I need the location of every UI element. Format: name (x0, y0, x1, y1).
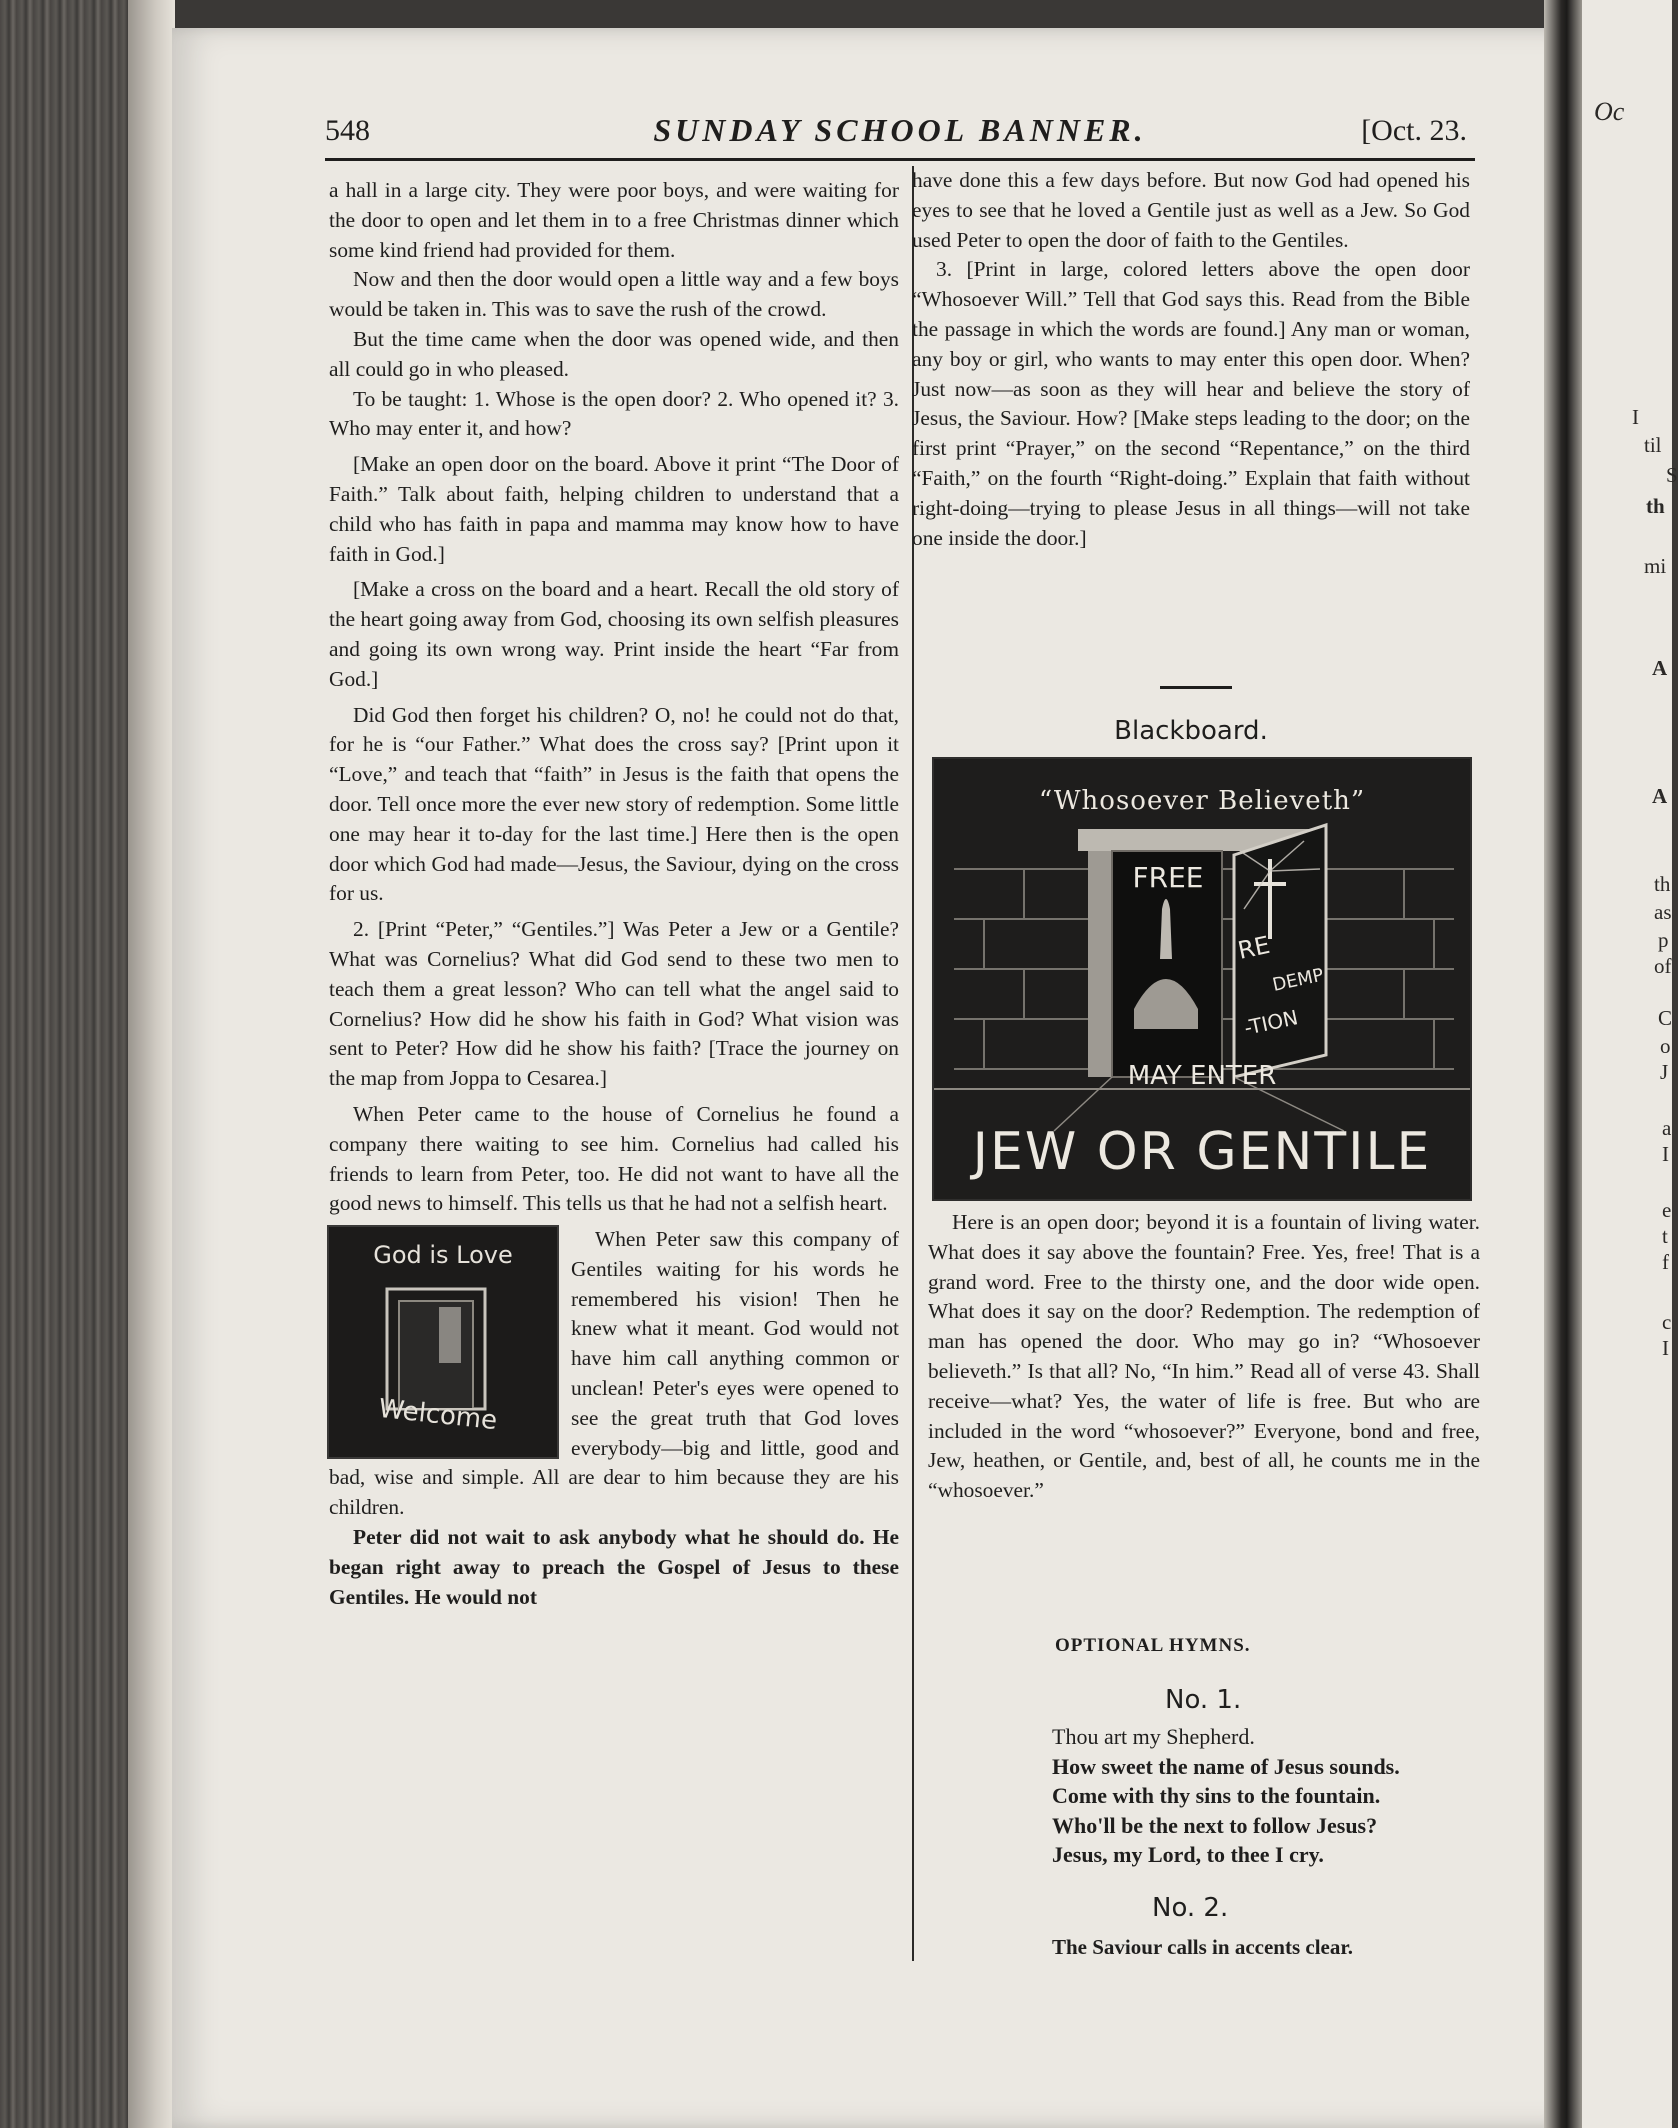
paragraph: 3. [Print in large, colored letters above the open door “Whosoever Will.” Tell that God says this. Read from the Bible the passage in which the words are found.] Any man or woman, any boy or girl, who wants to may enter this open door. When? Just now—as soon as they will hear and believe the story of Jesus, the Saviour. How? [Make steps leading to the door; on the first print “Prayer,” on the second “Repentance,” on the third “Faith,” on the fourth “Right-doing.” Explain that faith without right-doing—trying to please Jesus in all things—will not take one inside the door.] (912, 257, 1470, 550)
book-gutter (1544, 0, 1582, 2128)
hymn-number: No. 2. (1152, 1893, 1229, 1923)
paragraph: Peter did not wait to ask anybody what he should do. He began right away to preach the Gospel of Jesus to these Gentiles. He would not (329, 1525, 899, 1609)
facing-page-fragment-text: of (1654, 954, 1672, 978)
right-column-bottom (928, 1208, 1480, 1506)
blackboard-illustration (932, 757, 1472, 1201)
facing-page-fragment-text: I (1662, 1142, 1669, 1166)
optional-hymns-heading: OPTIONAL HYMNS. (1055, 1635, 1251, 1656)
running-head (325, 112, 1475, 158)
hymn-line: Jesus, my Lord, to thee I cry. (1052, 1842, 1324, 1867)
paragraph: a hall in a large city. They were poor boys, and were waiting for the door to open and let them in to a free Christmas dinner which some kind friend had provided for them. (329, 178, 899, 262)
facing-page-fragment-text: a (1662, 1116, 1672, 1140)
blackboard-free-text: FREE (1132, 861, 1204, 894)
facing-page-fragment-text: f (1662, 1250, 1669, 1274)
facing-page-fragment-text: t (1662, 1224, 1668, 1248)
paragraph: 2. [Print “Peter,” “Gentiles.”] Was Peter a Jew or a Gentile? What was Cornelius? What did God send to these two men to teach them a great lesson? Who can tell what the angel said to Cornelius? How did he show his faith in God? What vision was sent to Peter? How did he show his faith? [Trace the journey on the map from Joppa to Cesarea.] (329, 917, 899, 1091)
blackboard-bottom-text: JEW OR GENTILE (972, 1122, 1432, 1182)
blackboard-door-text-3: -TION (1242, 1005, 1301, 1040)
facing-page-fragment-text: th (1654, 872, 1671, 896)
facing-page-fragment (1582, 0, 1678, 2128)
paragraph: Here is an open door; beyond it is a fountain of living water. What does it say above the fountain? Free. Yes, free! That is a grand word. Free to the thirsty one, and the door wide open. What does it say on the door? Redemption. The redemption of man has opened the door. Who may go in? “Whosoever believeth.” Is that all? No, “In him.” Read all of verse 43. Shall receive—what? Yes, the water of life is free. But who are included in the word “whosoever?” Everyone, bond and free, Jew, heathen, or Gentile, and, best of all, he counts me in the “whosoever.” (928, 1210, 1480, 1503)
door-illustration-svg (329, 1227, 557, 1457)
facing-page-fragment-text: J (1660, 1060, 1669, 1084)
paragraph: When Peter came to the house of Cornelius he found a company there waiting to see him. Cornelius had called his friends to learn from Peter, too. He did not want to have all the good news to himself. This tells us that he had not a selfish heart. (329, 1101, 899, 1216)
paragraph: To be taught: 1. Whose is the open door? 2. Who opened it? 3. Who may enter it, and how? (329, 386, 899, 441)
hymn-list (1052, 1722, 1400, 1870)
hymn-line: The Saviour calls in accents clear. (1052, 1935, 1353, 1959)
facing-page-fragment-text: I (1632, 405, 1639, 429)
paragraph: Now and then the door would open a little way and a few boys would be taken in. This was to save the rush of the crowd. (329, 267, 899, 322)
page-number: 548 (325, 114, 370, 147)
facing-page-fragment-text: til (1644, 433, 1662, 457)
journal-title: SUNDAY SCHOOL BANNER. (653, 112, 1147, 148)
facing-page-fragment-text: o (1660, 1034, 1671, 1058)
god-is-love-illustration (327, 1225, 559, 1459)
figure-bottom-text: Welcome (377, 1394, 499, 1437)
facing-page-fragment-text: as (1654, 900, 1672, 924)
facing-page-fragment-text: c (1662, 1310, 1672, 1334)
paragraph: have done this a few days before. But now God had opened his eyes to see that he loved a Gentile just as well as a Jew. So God used Peter to open the door of faith to the Gentiles. (912, 168, 1470, 252)
page-stack-shading (128, 0, 175, 2128)
book-page-edges (0, 0, 175, 2128)
blackboard-top-text: “Whosoever Believeth” (1038, 786, 1366, 816)
hymn-line: How sweet the name of Jesus sounds. (1052, 1753, 1400, 1779)
paragraph: When Peter saw this company of Gentiles waiting for his words he remembered his vision! Then he knew what it meant. God would not have him call anything common or unclean! Peter's eyes were opened to see the great truth that God loves everybody—big and little, good and bad, wise and simple. All are dear to him because they are his children. (329, 1227, 899, 1520)
paragraph: But the time came when the door was opened wide, and then all could go in who pleased. (329, 326, 899, 381)
facing-page-fragment-text: th (1646, 494, 1665, 518)
hymn-number: No. 1. (1165, 1685, 1242, 1715)
figure-top-text: God is Love (373, 1241, 513, 1270)
facing-page-fragment-text: C (1658, 1006, 1673, 1030)
facing-page-fragment-text: I (1662, 1336, 1669, 1360)
hymn-line: Thou art my Shepherd. (1052, 1724, 1255, 1749)
blackboard-door-text-2: DEMP (1270, 964, 1326, 996)
blackboard-door-text-1: RE (1235, 930, 1273, 965)
facing-page-fragment-text: mi (1644, 554, 1667, 578)
paragraph: Did God then forget his children? O, no! he could not do that, for he is “our Father.” What does the cross say? [Print upon it “Love,” and teach that “faith” in Jesus is the faith that opens the door. Tell once more the ever new story of redemption. Some little one may hear it to-day for the last time.] Here then is the open door which God had made—Jesus, the Saviour, dying on the cross for us. (329, 702, 899, 906)
facing-page-fragment-text: A (1652, 656, 1668, 680)
hymn-line: Come with thy sins to the fountain. (1052, 1783, 1381, 1808)
right-column-top (912, 166, 1470, 553)
blackboard-svg (934, 759, 1470, 1199)
facing-page-fragment-text: e (1662, 1198, 1672, 1222)
facing-page-fragment-text: A (1652, 784, 1668, 808)
hymn-line: Who'll be the next to follow Jesus? (1052, 1812, 1378, 1838)
blackboard-may-enter-text: MAY ENTER (1127, 1061, 1277, 1091)
header-rule (325, 158, 1475, 161)
facing-page-fragment-text: S (1666, 463, 1678, 487)
blackboard-heading: Blackboard. (1114, 716, 1268, 746)
paragraph: [Make a cross on the board and a heart. Recall the old story of the heart going away from God, choosing its own selfish pleasures and going its own wrong way. Print inside the heart “Far from God.] (329, 577, 899, 691)
left-column (329, 176, 899, 1612)
facing-page-head: Oc (1594, 97, 1625, 126)
section-rule (1160, 686, 1232, 689)
paragraph: [Make an open door on the board. Above it print “The Door of Faith.” Talk about faith, helping children to understand that a child who has faith in papa and mamma may know how to have faith in God.] (329, 452, 899, 566)
facing-page-fragment-text: p (1658, 928, 1669, 952)
issue-date: [Oct. 23. (1361, 114, 1467, 147)
